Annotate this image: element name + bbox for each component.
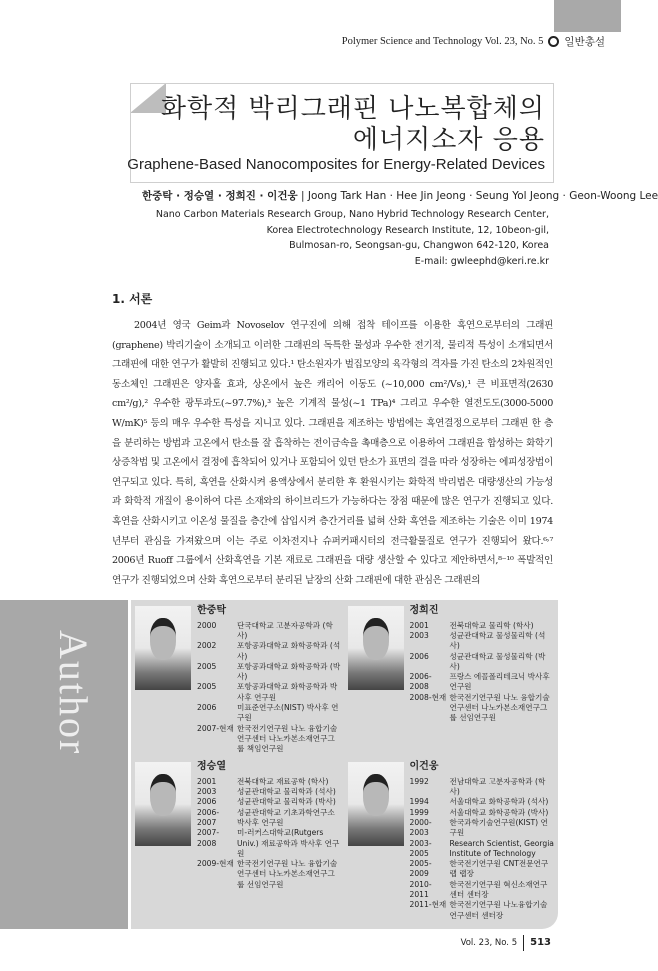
bio-year: 2006 — [409, 651, 429, 661]
bio-year: 2010-2011 — [409, 879, 432, 900]
bio-description: 한국전기연구원 CNT전문연구랩 랩장 — [449, 859, 549, 879]
author-name: 한중탁 — [197, 605, 226, 617]
author-name: 이건웅 — [409, 761, 439, 773]
bio-year: 2002 — [197, 641, 217, 651]
author-photo — [348, 762, 404, 846]
author-strip — [0, 600, 128, 929]
bio-description: 서울대학교 화학공학과 (석사) — [449, 797, 549, 807]
author-name: 정희진 — [409, 605, 439, 617]
bio-entry — [410, 621, 555, 631]
author-photo — [135, 762, 191, 846]
bio-entry — [410, 797, 555, 807]
bio-entry — [197, 777, 342, 787]
bio-description: 성균관대학교 물리학과 (박사) — [237, 797, 336, 807]
footer-issue: Vol. 23, No. 5 — [460, 937, 518, 948]
author-name: 정승열 — [197, 761, 226, 773]
bio-year: 2000-2003 — [409, 817, 432, 838]
bio-year: 2008-현재 — [409, 692, 447, 702]
author-photo — [348, 606, 404, 690]
bio-year: 2005 — [197, 661, 217, 671]
author-portrait-head — [363, 774, 389, 816]
bio-year: 2003-2005 — [409, 838, 432, 858]
bio-entry — [410, 859, 555, 880]
bio-description: 성균관대학교 물리학과 (석사) — [237, 787, 336, 797]
author-panel — [131, 600, 558, 929]
category-label: 일반총설 — [564, 36, 605, 48]
bio-description: 전북대학교 물리학 (학사) — [449, 620, 534, 630]
bio-description: 미표준연구소(NIST) 박사후 연구원 — [237, 702, 339, 723]
bio-description: 성균관대학교 물성물리학 (박사) — [449, 651, 546, 671]
author-info — [197, 606, 342, 754]
bio-description: 한국과학기술연구원(KIST) 연구원 — [449, 817, 548, 838]
author-section — [0, 600, 621, 929]
bio-year: 2009-현재 — [197, 859, 234, 869]
body-paragraph: 2004년 영국 Geim과 Novoselov 연구진에 의해 접착 테이프를 이용한 흑연으로부터의 그래핀(graphene) 박리기술이 소개되고 이러한 그래핀의 독특한 물성과 우수한 전기적, 물리적 특성이 소개되면서 그래핀에 대한 연구가 활발히 진행되고 있다.¹ 탄소원자가 벌집모양의 육각형의 격자를 가진 탄소의 2차원적인 동소체인 그래핀은 양자홀 효과, 상온에서 높은 캐리어 이동도 (~10,000 cm²/Vs),¹ 큰 비표면적(2630 cm²/g),² 우수한 광투과도(~97.7%),³ 높은 기계적 물성(~1 TPa)⁴ 그리고 우수한 열전도도(3000-5000 W/mK)⁵ 등의 매우 우수한 특성을 지니고 있다. 그래핀을 제조하는 방법에는 흑연결정으로부터 그래핀 한 층을 분리하는 방법과 고온에서 탄소를 잘 흡착하는 전이금속을 촉매층으로 이용하여 그래핀을 합성하는 화학기상증착법 및 고온에서 결정에 흡착되어 있거나 포함되어 있던 탄소가 표면의 결을 따라 성장하는 에피성장법이 연구되고 있다. 특히, 흑연을 산화시켜 용액상에서 분리한 후 환원시키는 화학적 박리법은 대량생산의 가능성과 화학적 개질이 용이하여 다른 소재와의 하이브리드가 가능하다는 장점 때문에 많은 연구가 진행되고 있다. 흑연을 산화시키고 이온성 물질을 층간에 삽입시켜 층간거리를 넓혀 산화 흑연을 제조하는 기술은 이미 1974년부터 관심을 가져왔으며 이는 주로 이차전지나 슈퍼커패시터의 전극활물질로 연구가 진행되어 왔다.⁶˒⁷ 2006년 Ruoff 그룹에서 산화흑연을 기본 재료로 그래핀을 대량 생산할 수 있다고 제안하면서,⁸⁻¹⁰ 폭발적인 연구가 진행되었으며 산화 흑연으로부터 분리된 낱장의 산화 그래핀에 대한 관심은 그래핀의 — [112, 320, 553, 586]
footer-divider — [523, 935, 524, 951]
bio-description: 포항공과대학교 화학공학과 (박사) — [237, 661, 341, 682]
bio-year: 2003 — [409, 630, 429, 640]
bio-description: 한국전기연구원 나노융합기술연구센터 센터장 — [449, 900, 548, 920]
title-box — [127, 83, 554, 183]
bio-entry — [197, 828, 342, 859]
author-portrait-head — [150, 618, 176, 660]
title-english: Graphene-Based Nanocomposites for Energy-Related Devices — [127, 156, 545, 173]
bio-year: 2007-현재 — [197, 723, 234, 733]
bio-description: 포항공과대학교 화학공학과 (석사) — [237, 641, 341, 661]
bio-entry — [197, 641, 342, 662]
bio-year: 2001 — [197, 776, 217, 786]
author-panel-label: Author — [51, 630, 96, 756]
author-portrait-head — [150, 774, 176, 816]
authors-korean: 한중탁 · 정승열 · 정희진 · 이건웅 — [142, 190, 298, 202]
running-header — [342, 34, 605, 49]
bio-description: 성균관대학교 물성물리학 (석사) — [449, 630, 546, 651]
affiliation — [156, 207, 549, 269]
page-number: 513 — [530, 937, 551, 949]
affiliation-line: Nano Carbon Materials Research Group, Nano Hybrid Technology Research Center, — [155, 209, 549, 220]
bio-entry — [410, 839, 555, 860]
bio-description: 전남대학교 고분자공학과 (학사) — [449, 776, 546, 797]
bio-description: 단국대학교 고분자공학과 (학사) — [237, 620, 333, 640]
bio-description: 한국전기연구원 나노 융합기술 연구센터 나노카본소재연구그룹 책임연구원 — [237, 723, 338, 754]
author-info — [197, 762, 342, 890]
bio-entry — [197, 682, 342, 703]
bio-year: 2006-2007 — [197, 807, 220, 827]
bio-year: 2003 — [197, 787, 217, 797]
bio-description: 포항공과대학교 화학공학과 박사후 연구원 — [237, 682, 338, 702]
bio-entry — [197, 859, 342, 890]
bio-entry — [410, 880, 555, 901]
bullet-circle-icon — [548, 36, 559, 47]
author-bio — [135, 606, 342, 754]
author-bio — [348, 762, 555, 920]
bio-entry — [410, 672, 555, 693]
bio-year: 1992 — [409, 776, 429, 786]
bio-year: 2011-현재 — [409, 900, 447, 910]
bio-entry — [197, 787, 342, 797]
bio-year: 2005 — [197, 682, 217, 692]
bio-entry — [197, 808, 342, 829]
bio-entry — [197, 724, 342, 755]
bio-entry — [197, 703, 342, 724]
bio-description: Research Scientist, Georgia Institute of Technology — [449, 838, 554, 858]
email[interactable]: E-mail: gwleephd@keri.re.kr — [414, 255, 549, 267]
bio-year: 1999 — [409, 807, 429, 817]
title-korean-line2: 에너지소자 응용 — [352, 125, 545, 155]
bio-year: 2000 — [197, 620, 217, 630]
author-photo — [135, 606, 191, 690]
bio-entry — [410, 808, 555, 818]
bio-entry — [410, 900, 555, 921]
author-info — [410, 762, 555, 920]
page-footer — [0, 929, 621, 971]
bio-description: 한국전기연구원 혁신소재연구센터 센터장 — [449, 879, 548, 900]
bio-entry — [410, 818, 555, 839]
bio-entry — [410, 693, 555, 724]
section-heading: 1. 서론 — [112, 292, 153, 306]
authors-english: Joong Tark Han · Hee Jin Jeong · Seung Yol Jeong · Geon-Woong Lee — [307, 190, 658, 202]
corner-tab — [554, 0, 621, 32]
bio-year: 2006 — [197, 797, 217, 807]
title-korean-line1: 화학적 박리그래핀 나노복합체의 — [160, 94, 545, 124]
bio-entry — [197, 662, 342, 683]
bio-entry — [197, 797, 342, 807]
bio-description: 한국전기연구원 나노 융합기술 연구센터 나노카본소재연구그룹 선임연구원 — [237, 859, 338, 889]
bio-description: 한국전기연구원 나노 융합기술 연구센터 나노카본소재연구그룹 선임연구원 — [449, 692, 550, 723]
affiliation-line: Bulmosan-ro, Seongsan-gu, Changwon 642-120, Korea — [289, 240, 549, 251]
author-info — [410, 606, 555, 723]
bio-entry — [410, 777, 555, 798]
affiliation-line: Korea Electrotechnology Research Institute, 12, 10beon-gil, — [266, 224, 549, 236]
bio-year: 2001 — [409, 620, 429, 630]
bio-entry — [410, 652, 555, 673]
bio-year: 1994 — [409, 797, 429, 807]
bio-year: 2006 — [197, 702, 217, 712]
bio-description: 전북대학교 재료공학 (학사) — [237, 776, 329, 786]
author-bio — [348, 606, 555, 754]
bio-year: 2007-2008 — [197, 828, 220, 848]
author-line: 한중탁 · 정승열 · 정희진 · 이건웅 | Joong Tark Han · Hee Jin Jeong · Seung Yol Jeong · Geon-Woong Lee — [142, 190, 658, 202]
bio-description: 프랑스 에꼴폴리테크닉 박사후 연구원 — [449, 672, 550, 692]
journal-name: Polymer Science and Technology Vol. 23, No. 5 — [341, 36, 544, 47]
bio-entry — [197, 621, 342, 642]
bio-description: 성균관대학교 기초과학연구소 박사후 연구원 — [237, 807, 335, 827]
author-portrait-head — [363, 618, 389, 660]
bio-description: 서울대학교 화학공학과 (박사) — [449, 807, 549, 817]
bio-entry — [410, 631, 555, 652]
bio-description: 미-러커스대학교(Rutgers Univ.) 재료공학과 박사후 연구원 — [237, 828, 340, 858]
bio-year: 2005-2009 — [409, 859, 432, 879]
author-bio — [135, 762, 342, 920]
bio-year: 2006-2008 — [409, 672, 432, 692]
